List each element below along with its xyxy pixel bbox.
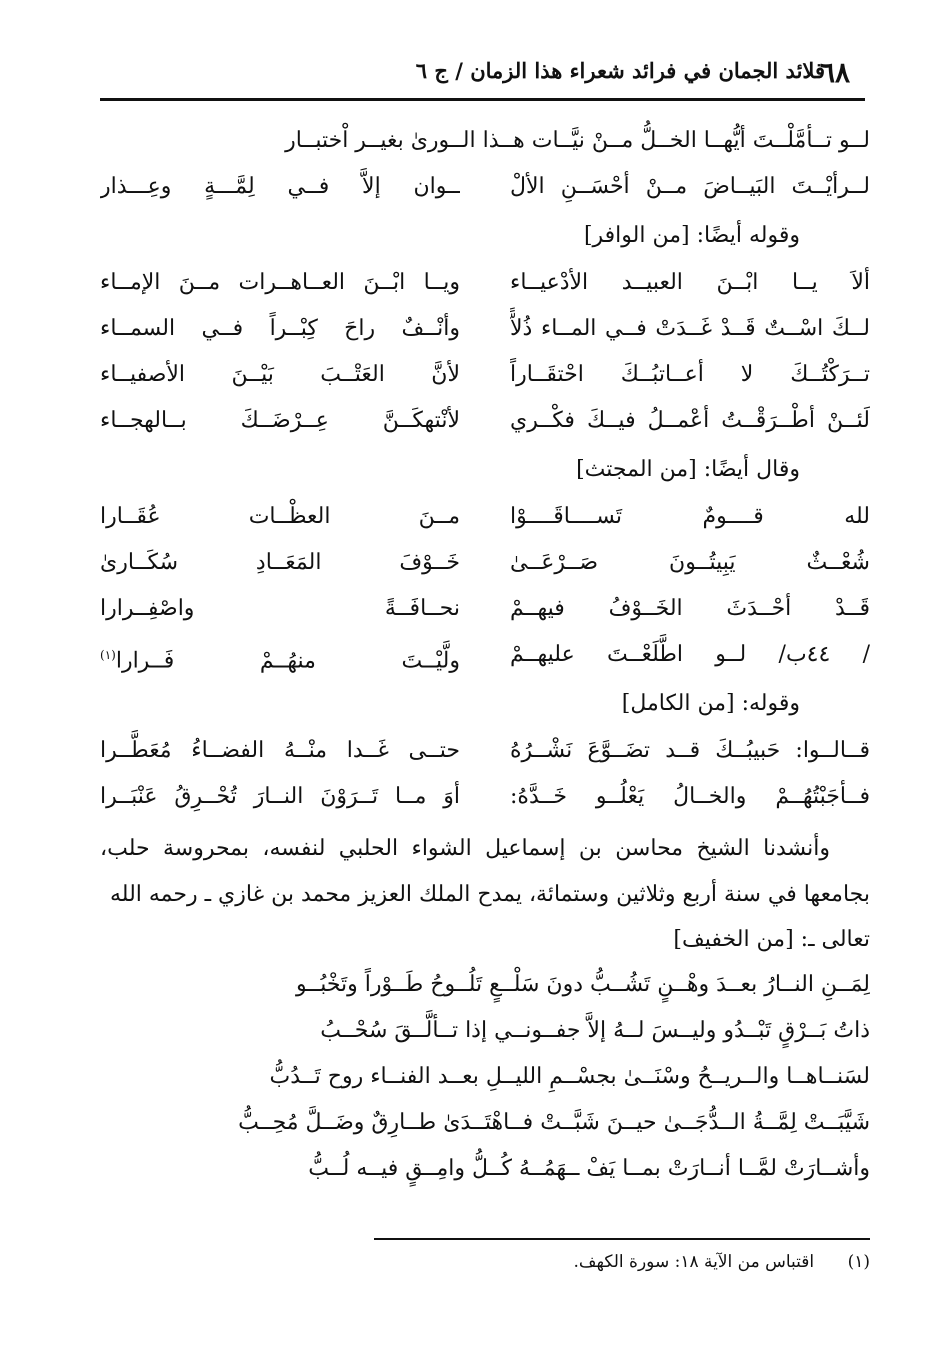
verse-first-hemistich: تــرَكْتُــكَ لا أعــاتبُــكَ احْتقَــاراً bbox=[510, 362, 870, 387]
verse-second-hemistich: وأنْــفٌ راحَ كِبْــراً فــي السمــاء bbox=[100, 316, 460, 341]
verse-second-hemistich: ويــا ابْــنَ العــاهــرات مــنَ الإمــاء bbox=[100, 270, 460, 295]
verse-first-hemistich: لــكَ اسْــتٌ قَــدْ غَــدَتْ فــي المــاء ذُلاًّ bbox=[510, 316, 870, 341]
verse-full: لــو تــأمَّلْــتَ أيُّهــا الخــلُّ مــنْ نيَّــات هــذا الــورىٰ بغيــر اْختبــار bbox=[285, 128, 870, 153]
footnote-rule bbox=[374, 1238, 870, 1240]
verse-second-hemistich: نحــافَــةً واصْفِــرارا bbox=[100, 596, 460, 621]
verse-line bbox=[100, 632, 870, 678]
verse-first-hemistich: قَــدْ أحْــدَثَ الخَــوْفُ فيهــمْ bbox=[510, 596, 870, 621]
verse-line bbox=[100, 164, 870, 210]
footnote-marker[interactable]: (١) bbox=[100, 648, 116, 662]
poem-1 bbox=[100, 118, 870, 210]
verse-second-hemistich bbox=[100, 632, 460, 678]
verse-line bbox=[100, 352, 870, 398]
verse-text: ولَّيْــتَ منهُــمْ فَــرارا bbox=[115, 648, 460, 674]
verse-second-hemistich: لأنْتهكَــنَّ عِــرْضَــكَ بــالهجــاء bbox=[100, 408, 460, 433]
verse-second-hemistich: خَــوْفَ المَعَــادِ سُكَــارىٰ bbox=[100, 550, 460, 575]
verse-first-hemistich: / ٤٤ب/ لــو اطَّلَعْــتَ عليهــمْ bbox=[510, 642, 870, 667]
verse-line bbox=[100, 1100, 870, 1146]
verse-line bbox=[100, 540, 870, 586]
verse-full: ذاتُ بَــرْقٍ تَبْــدُو وليــسَ لــهُ إلاَّ جفــونــي إذا تــألَّــقَ سُحْــبُ bbox=[320, 1018, 870, 1043]
poem-5 bbox=[100, 962, 870, 1192]
verse-second-hemistich: مــنَ العظْــات عُقَــارا bbox=[100, 504, 460, 529]
verse-line bbox=[100, 586, 870, 632]
verse-second-hemistich: لأنَّ العَتْــبَ بَيْــنَ الأصفيــاء bbox=[100, 362, 460, 387]
verse-line bbox=[100, 306, 870, 352]
verse-first-hemistich: شُعْــثٌ يَبِيتُــونَ صَــرْعَــىٰ bbox=[510, 550, 870, 575]
footnote-text: اقتباس من الآية ١٨: سورة الكهف. bbox=[573, 1252, 815, 1272]
page-number: ٦٨ bbox=[820, 56, 851, 89]
verse-second-hemistich: ــوان إلاَّ فــي لِمَّـــةٍ وعِـــذار bbox=[100, 174, 460, 199]
poem-intro: وقال أيضًا: [من المجتث] bbox=[576, 457, 800, 482]
verse-second-hemistich: حتــى غَــدا منْــهُ الفضــاءُ مُعَطَّــرا bbox=[100, 738, 460, 763]
verse-line bbox=[100, 1146, 870, 1192]
footnote bbox=[100, 1252, 870, 1272]
verse-line bbox=[100, 1008, 870, 1054]
prose-paragraph: وأنشدنا الشيخ محاسن بن إسماعيل الشواء الحلبي لنفسه، بمحروسة حلب، بجامعها في سنة أربع وثلاثين وستمائة، يمدح الملك العزيز محمد بن غازي ـ رحمه الله bbox=[100, 836, 870, 907]
verse-full: لِمَــنِ النــارُ بعــدَ وهْــنٍ تَشُــبُّ دونَ سَلْــعٍ تَلُــوحُ طَــوْراً وتَخْبُــو bbox=[295, 972, 870, 997]
verse-line bbox=[100, 260, 870, 306]
verse-line bbox=[100, 398, 870, 444]
verse-first-hemistich: لــرأيْــتَ البَيــاضَ مــنْ أحْسَــنِ الألْ bbox=[510, 174, 870, 199]
header-rule bbox=[100, 98, 865, 101]
verse-first-hemistich: قــالــوا: حَبيبُــكَ قــد تضَــوَّعَ نَشْــرُهُ bbox=[510, 738, 870, 763]
page-body bbox=[100, 118, 870, 1194]
verse-first-hemistich: لَئــنْ أطْــرَقْــتُ أعْمــلُ فيــكَ فكْــري bbox=[510, 408, 870, 433]
verse-second-hemistich: أوَ مــا تَــرَوْنَ النــارَ تُحْــرِقُ عَنْبَــرا bbox=[100, 784, 460, 809]
poem-4 bbox=[100, 728, 870, 820]
verse-line bbox=[100, 118, 870, 164]
poem-intro: وقوله أيضًا: [من الوافر] bbox=[583, 223, 800, 248]
poem-intro: وقوله: [من الكامل] bbox=[621, 691, 800, 716]
verse-line bbox=[100, 962, 870, 1008]
verse-first-hemistich: لله قــــومٌ تَســــاقَــــوْا bbox=[510, 504, 870, 529]
prose-paragraph-end: تعالى ـ: [من الخفيف] bbox=[673, 927, 870, 952]
verse-line bbox=[100, 494, 870, 540]
verse-line bbox=[100, 1054, 870, 1100]
verse-first-hemistich: ألاَ يــا ابْــنَ العبيــد الأدْعيــاء bbox=[510, 270, 870, 295]
verse-line bbox=[100, 728, 870, 774]
verse-full: شَيَّبَــتْ لِمَّــةُ الــدُّجَــىٰ حيــنَ شَبَّــتْ فــاهْتَــدَىٰ طــارِقٌ وضَــلَّ مُحِــبُّ bbox=[238, 1110, 870, 1135]
verse-first-hemistich: فــأجَبْتُهُــمْ والخــالُ يَعْلُــو خَــدَّهُ: bbox=[510, 784, 870, 809]
poem-3 bbox=[100, 494, 870, 678]
verse-line bbox=[100, 774, 870, 820]
poem-2 bbox=[100, 260, 870, 444]
verse-full: لسَنــاهــا والــريــحُ وسْنَــىٰ بجسْــمِ الليــلِ بعــد الفنــاء روح تَــدُبُّ bbox=[269, 1064, 870, 1089]
running-header: قلائد الجمان في فرائد شعراء هذا الزمان / ج ٦ bbox=[415, 58, 825, 83]
footnote-number: (١) bbox=[847, 1252, 870, 1272]
verse-full: وأشــارَتْ لمَّــا أنــارَتْ بمــا يَفْ ــهَمُــهُ كُــلُّ وامِــقٍ فيــه لُــبُّ bbox=[308, 1156, 870, 1181]
